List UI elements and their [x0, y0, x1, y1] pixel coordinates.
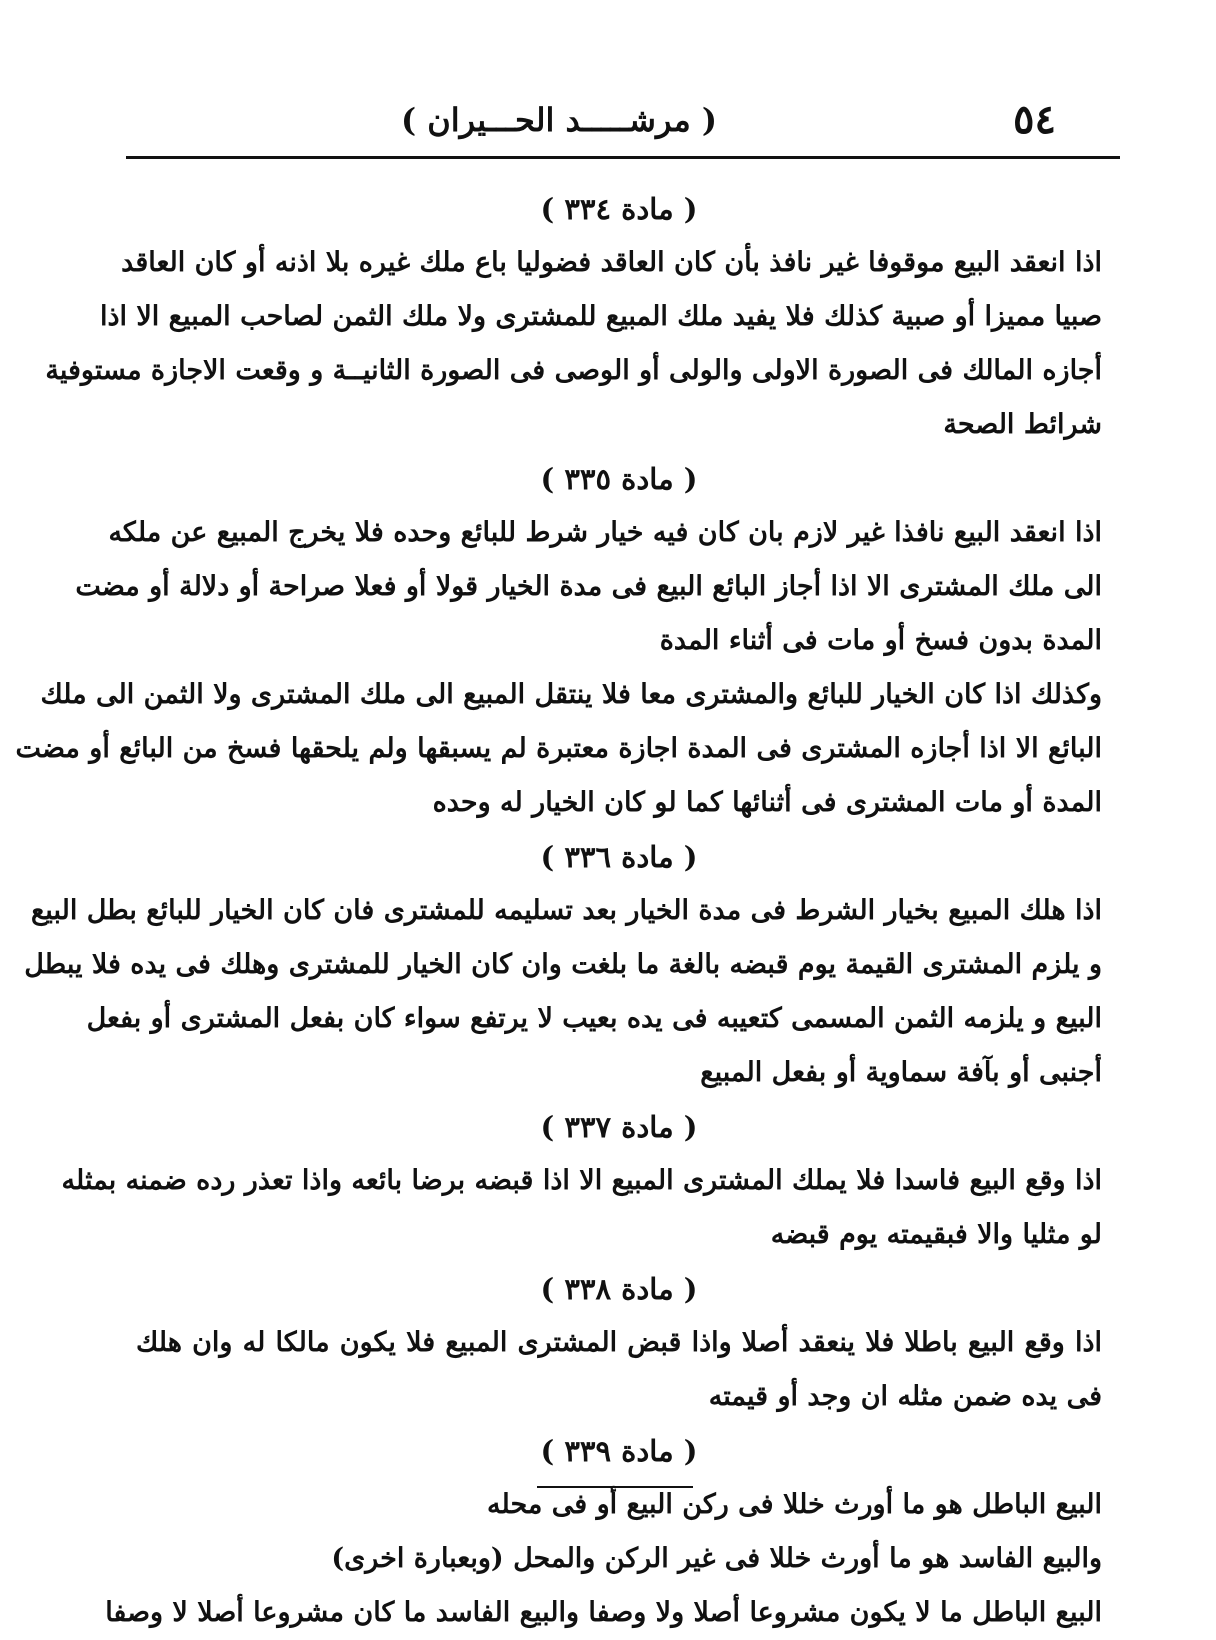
text-line: أجنبى أو بآفة سماوية أو بفعل المبيع	[700, 1057, 1102, 1088]
text-line: اذا وقع البيع فاسدا فلا يملك المشترى المبيع الا اذا قبضه برضا بائعه واذا تعذر رده ضمنه بمثله	[61, 1165, 1102, 1196]
text-line: اذا هلك المبيع بخيار الشرط فى مدة الخيار بعد تسليمه للمشترى فان كان الخيار للبائع بطل البيع	[30, 895, 1102, 926]
article-heading: ( مادة ٣٣٩ )	[540, 1434, 698, 1468]
text-line: وكذلك اذا كان الخيار للبائع والمشترى معا فلا ينتقل المبيع الى ملك المشترى ولا الثمن الى ملك	[40, 679, 1102, 710]
text-line: و يلزم المشترى القيمة يوم قبضه بالغة ما بلغت وان كان الخيار للمشترى وهلك فى يده فلا يبطل	[24, 949, 1102, 980]
article-338	[136, 1262, 1102, 1424]
text-line: المدة أو مات المشترى فى أثنائها كما لو كان الخيار له وحده	[432, 787, 1102, 818]
text-line: شرائط الصحة	[943, 409, 1102, 440]
article-heading: ( مادة ٣٣٨ )	[540, 1272, 698, 1306]
article-334	[45, 182, 1102, 452]
article-335	[15, 452, 1102, 830]
text-line: البيع الباطل هو ما أورث خللا فى ركن البيع أو فى محله	[487, 1489, 1102, 1520]
article-337	[61, 1100, 1102, 1262]
running-title: ( مرشـــــد الحـــيران )	[400, 101, 718, 139]
text-line: فى يده ضمن مثله ان وجد أو قيمته	[708, 1381, 1102, 1412]
article-336	[24, 830, 1102, 1100]
text-line: اذا وقع البيع باطلا فلا ينعقد أصلا واذا قبض المشترى المبيع فلا يكون مالكا له وان هلك	[136, 1327, 1102, 1358]
article-339	[105, 1424, 1102, 1640]
text-line: لو مثليا والا فبقيمته يوم قبضه	[770, 1219, 1102, 1250]
end-of-page-rule	[537, 1486, 693, 1488]
article-heading: ( مادة ٣٣٤ )	[540, 192, 698, 226]
article-heading: ( مادة ٣٣٧ )	[540, 1110, 698, 1144]
text-line: والبيع الفاسد هو ما أورث خللا فى غير الركن والمحل (وبعبارة اخرى)	[331, 1543, 1102, 1574]
text-line: اذا انعقد البيع موقوفا غير نافذ بأن كان العاقد فضوليا باع ملك غيره بلا اذنه أو كان العاقد	[121, 247, 1102, 278]
page-number: ٥٤	[1013, 96, 1056, 143]
article-heading: ( مادة ٣٣٦ )	[540, 840, 698, 874]
text-line: أجازه المالك فى الصورة الاولى والولى أو الوصى فى الصورة الثانيــة و وقعت الاجازة مستوفية	[45, 355, 1102, 386]
text-line: اذا انعقد البيع نافذا غير لازم بان كان فيه خيار شرط للبائع وحده فلا يخرج المبيع عن ملكه	[108, 517, 1102, 548]
page-header	[128, 92, 1120, 148]
article-heading: ( مادة ٣٣٥ )	[540, 462, 698, 496]
text-line: البيع الباطل ما لا يكون مشروعا أصلا ولا وصفا والبيع الفاسد ما كان مشروعا أصلا لا وصفا	[105, 1597, 1102, 1628]
page-body	[15, 182, 1102, 1640]
text-line: صبيا مميزا أو صبية كذلك فلا يفيد ملك المبيع للمشترى ولا ملك الثمن لصاحب المبيع الا اذا	[99, 301, 1102, 332]
text-line: البيع و يلزمه الثمن المسمى كتعيبه فى يده بعيب لا يرتفع سواء كان بفعل المشترى أو بفعل	[86, 1003, 1102, 1034]
text-line: المدة بدون فسخ أو مات فى أثناء المدة	[659, 625, 1102, 656]
text-line: البائع الا اذا أجازه المشترى فى المدة اجازة معتبرة لم يسبقها ولم يلحقها فسخ من البائع أو مضت	[15, 733, 1102, 764]
header-rule	[126, 156, 1120, 159]
text-line: الى ملك المشترى الا اذا أجاز البائع البيع فى مدة الخيار قولا أو فعلا صراحة أو دلالة أو مضت	[75, 571, 1102, 602]
